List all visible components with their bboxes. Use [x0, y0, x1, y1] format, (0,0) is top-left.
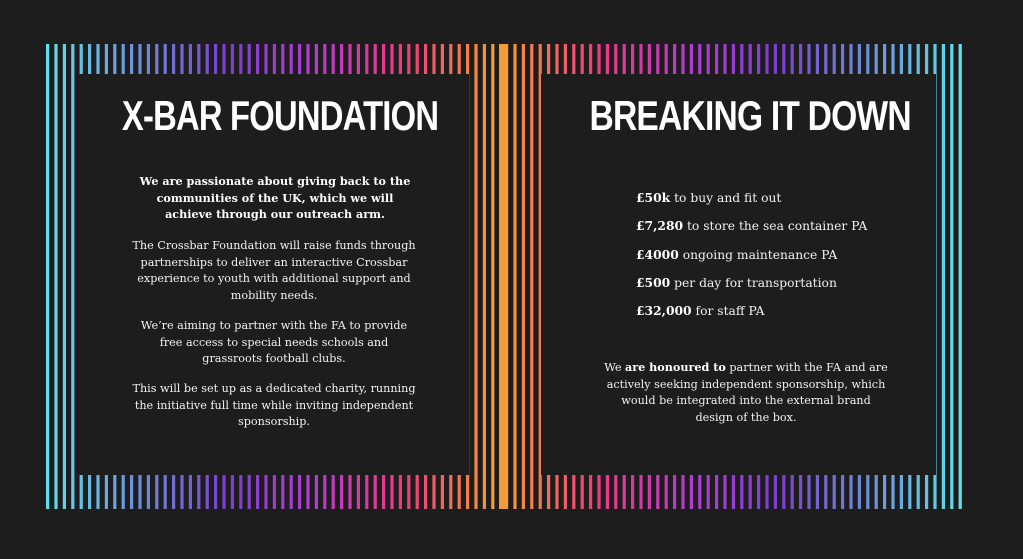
closing-lead: We	[604, 361, 625, 374]
cost-amount: £500	[636, 274, 671, 290]
stripe	[71, 44, 74, 509]
cost-item	[636, 247, 867, 275]
stripe	[942, 44, 945, 509]
stripe	[522, 44, 525, 509]
cost-item	[636, 303, 867, 331]
center-divider	[499, 44, 505, 509]
closing-paragraph	[601, 359, 891, 426]
closing-bold: are honoured to	[625, 360, 726, 374]
right-title: BREAKING IT DOWN	[589, 92, 911, 139]
cost-item	[636, 190, 867, 218]
left-title: X-BAR FOUNDATION	[121, 92, 439, 139]
closing-rest: partner with the FA and are actively seeking independent sponsorship, which would be integrated into the external brand design of the box.	[606, 361, 888, 424]
cost-desc: per day for transportation	[670, 275, 837, 290]
cost-amount: £32,000	[636, 303, 692, 319]
cost-desc: to buy and fit out	[670, 191, 782, 205]
stripe	[63, 44, 66, 509]
cost-desc: to store the sea container PA	[683, 219, 868, 234]
stripe	[505, 44, 508, 509]
intro-text: We are passionate about giving back to the communities of the UK, which we will achieve through our outreach arm.	[139, 174, 411, 221]
cost-item	[636, 275, 867, 303]
cost-amount: £7,280	[636, 218, 684, 234]
cost-list	[636, 190, 867, 331]
cost-item	[636, 218, 867, 246]
stripe	[46, 44, 49, 509]
stripe	[474, 44, 477, 509]
stripe	[959, 44, 962, 509]
fa-partner-paragraph: We’re aiming to partner with the FA to provide free access to special needs schools and grassroots football clubs.	[140, 319, 408, 365]
cost-desc: for staff PA	[691, 304, 765, 319]
stripe	[950, 44, 953, 509]
foundation-paragraph: The Crossbar Foundation will raise funds through partnerships to deliver an interactive Crossbar experience to youth with additional support and mobility needs.	[132, 239, 416, 302]
stripe	[54, 44, 57, 509]
left-panel	[79, 74, 469, 475]
stripe	[491, 44, 494, 509]
right-panel	[541, 74, 936, 475]
charity-paragraph: This will be set up as a dedicated charity, running the initiative full time while inviting independent sponsorship.	[132, 382, 416, 428]
cost-desc: ongoing maintenance PA	[678, 247, 838, 262]
stripe	[530, 44, 533, 509]
cost-amount: £4000	[636, 246, 679, 262]
cost-amount: £50k	[636, 190, 671, 205]
stripe	[513, 44, 516, 509]
stripe	[483, 44, 486, 509]
